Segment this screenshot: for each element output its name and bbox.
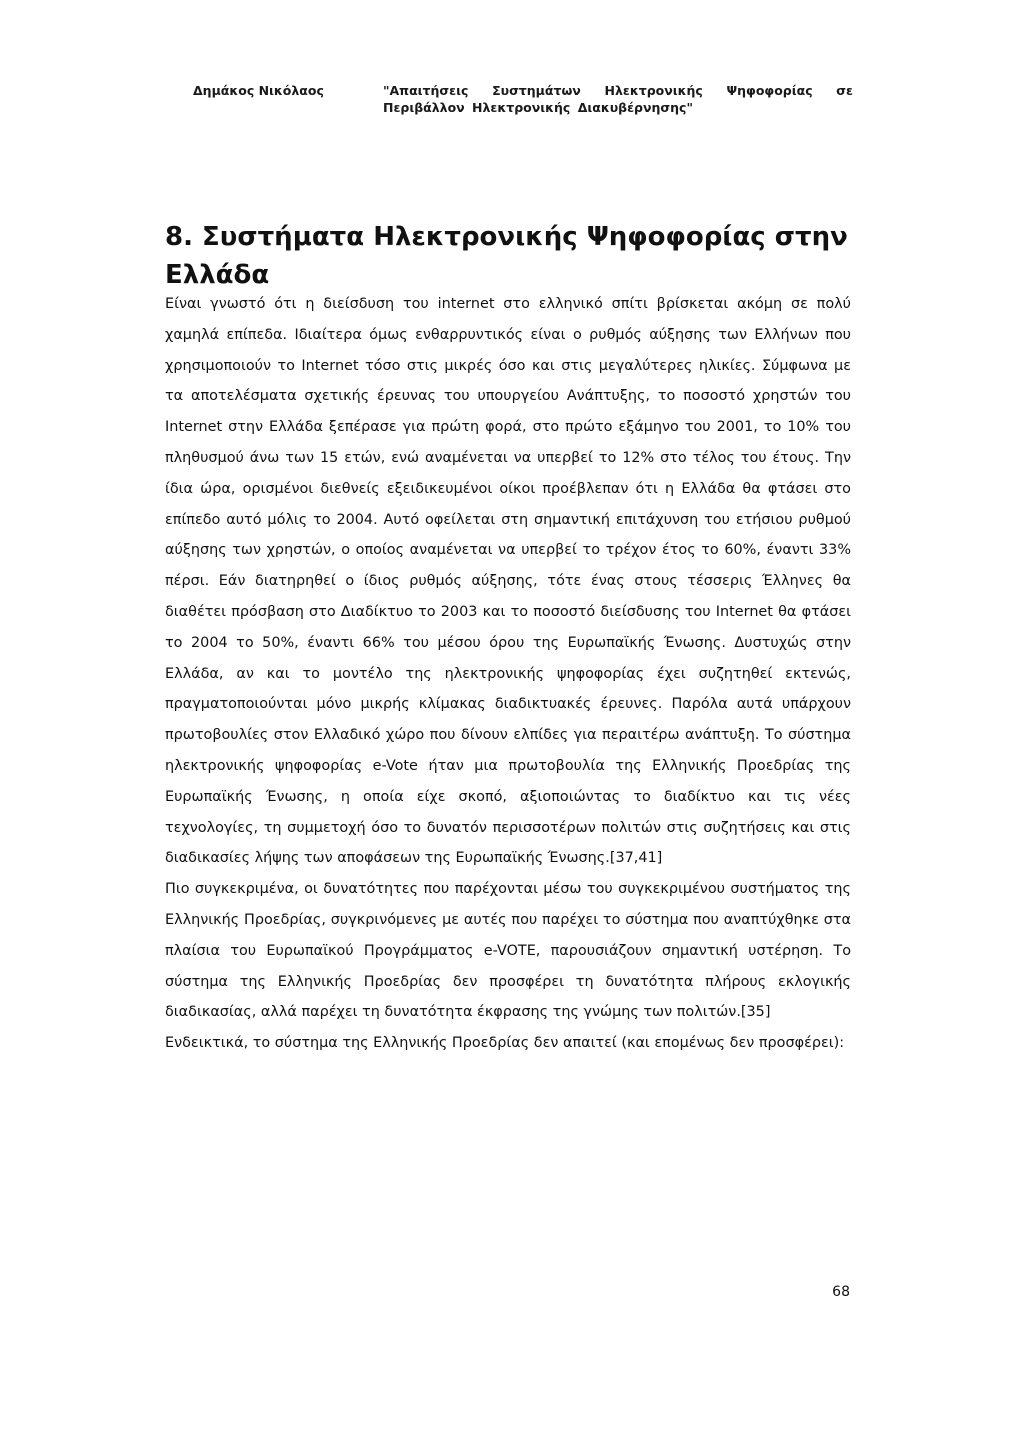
page-number: 68 (832, 1284, 850, 1300)
paragraph-3: Ενδεικτικά, το σύστημα της Ελληνικής Προεδρίας δεν απαιτεί (και επομένως δεν προσφέρει): (165, 1035, 845, 1052)
page-header (193, 82, 853, 115)
chapter-title: 8. Συστήματα Ηλεκτρονικής Ψηφοφορίας στην Ελλάδα (165, 222, 848, 290)
paragraph-2: Πιο συγκεκριμένα, οι δυνατότητες που παρέχονται μέσω του συγκεκριμένου συστήματος της Ελληνικής Προεδρίας, συγκρινόμενες με αυτές που παρέχει το σύστημα που αναπτύχθηκε στα πλαίσια του Ευρωπαϊκού Προγράμματος e-VOTE, παρουσιάζουν σημαντική υστέρηση. Το σύστημα της Ελληνικής Προεδρίας δεν προσφέρει τη δυνατότητα πλήρους εκλογικής διαδικασίας, αλλά παρέχει τη δυνατότητα έκφρασης της γνώμης των πολιτών.[35] (165, 881, 851, 1021)
body-text (165, 289, 851, 1059)
header-document-title: "Απαιτήσεις Συστημάτων Ηλεκτρονικής Ψηφοφορίας σε Περιβάλλον Ηλεκτρονικής Διακυβέρνησης" (383, 83, 853, 115)
header-author: Δημάκος Νικόλαος (193, 83, 324, 98)
paragraph-1: Είναι γνωστό ότι η διείσδυση του internet στο ελληνικό σπίτι βρίσκεται ακόμη σε πολύ χαμηλά επίπεδα. Ιδιαίτερα όμως ενθαρρυντικός είναι ο ρυθμός αύξησης των Ελλήνων που χρησιμοποιούν το Internet τόσο στις μικρές όσο και στις μεγαλύτερες ηλικίες. Σύμφωνα με τα αποτελέσματα σχετικής έρευνας του υπουργείου Ανάπτυξης, το ποσοστό χρηστών του Internet στην Ελλάδα ξεπέρασε για πρώτη φορά, στο πρώτο εξάμηνο του 2001, το 10% του πληθυσμού άνω των 15 ετών, ενώ αναμένεται να υπερβεί το 12% στο τέλος του έτους. Την ίδια ώρα, ορισμένοι διεθνείς εξειδικευμένοι οίκοι προέβλεπαν ότι η Ελλάδα θα φτάσει στο επίπεδο αυτό μόλις το 2004. Αυτό οφείλεται στη σημαντική επιτάχυνση του ετήσιου ρυθμού αύξησης των χρηστών, ο οποίος αναμένεται να υπερβεί το τρέχον έτος το 60%, έναντι 33% πέρσι. Εάν διατηρηθεί ο ίδιος ρυθμός αύξησης, τότε ένας στους τέσσερις Έλληνες θα διαθέτει πρόσβαση στο Διαδίκτυο το 2003 και το ποσοστό διείσδυσης του Internet θα φτάσει το 2004 το 50%, έναντι 66% του μέσου όρου της Ευρωπαϊκής Ένωσης. Δυστυχώς στην Ελλάδα, αν και το μοντέλο της ηλεκτρονικής ψηφοφορίας έχει συζητηθεί εκτενώς, πραγματοποιούνται μόνο μικρής κλίμακας διαδικτυακές έρευνες. Παρόλα αυτά υπάρχουν πρωτοβουλίες στον Ελλαδικό χώρο που δίνουν ελπίδες για περαιτέρω ανάπτυξη. Το σύστημα ηλεκτρονικής ψηφοφορίας e-Vote ήταν μια πρωτοβουλία της Ελληνικής Προεδρίας της Ευρωπαϊκής Ένωσης, η οποία είχε σκοπό, αξιοποιώντας το διαδίκτυο και τις νέες τεχνολογίες, τη συμμετοχή όσο το δυνατόν περισσοτέρων πολιτών στις συζητήσεις και στις διαδικασίες λήψης των αποφάσεων της Ευρωπαϊκής Ένωσης.[37,41] (165, 296, 851, 867)
